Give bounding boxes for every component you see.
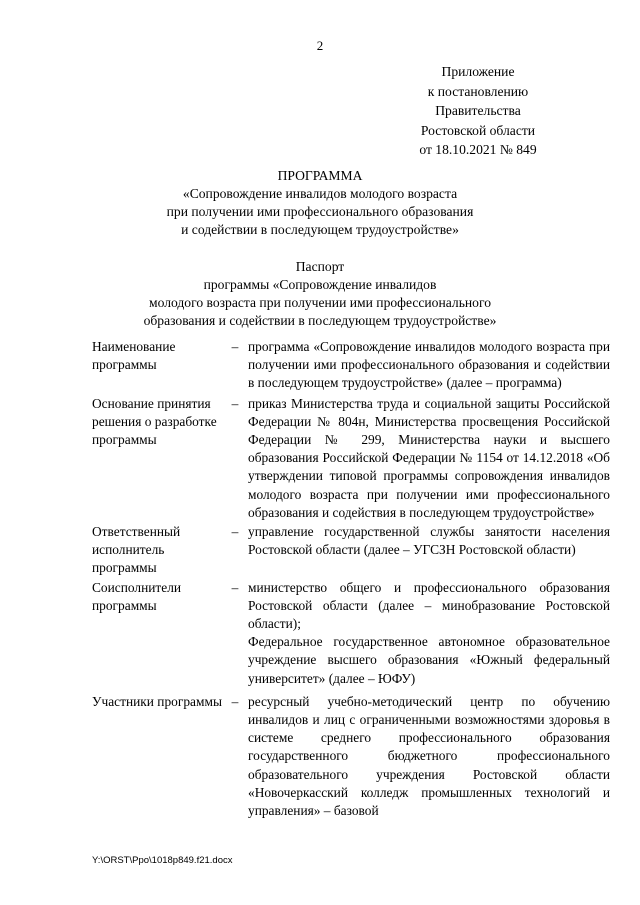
- row-label: Ответственный исполнитель программы: [92, 524, 181, 576]
- row-label: Наименование программы: [92, 339, 176, 373]
- row-dash: –: [231, 339, 239, 354]
- footer-filename: Y:\ORST\Ppo\1018p849.f21.docx: [92, 855, 233, 866]
- appendix-line: Приложение: [441, 64, 515, 79]
- passport-line: молодого возраста при получении ими профессионального: [148, 295, 491, 310]
- title-line: и содействии в последующем трудоустройстве»: [181, 222, 459, 237]
- passport-line: Паспорт: [295, 259, 345, 274]
- passport-row-participants: [92, 693, 610, 820]
- row-dash: –: [231, 693, 239, 709]
- row-value: [248, 523, 610, 559]
- row-value: [248, 338, 610, 393]
- passport-heading: [0, 258, 640, 330]
- passport-row-basis: [92, 395, 610, 522]
- row-paragraph: программа «Сопровождение инвалидов молодого возраста при получении ими профессионального образования и содействии в последующем трудоустройстве» (далее – программа): [248, 339, 610, 391]
- row-paragraph: министерство общего и профессионального образования Ростовской области (далее – минобразование Ростовской области);: [248, 579, 610, 632]
- appendix-date-line: от 18.10.2021 № 849: [419, 142, 537, 158]
- page-number: 2: [316, 38, 324, 53]
- row-dash: –: [231, 395, 239, 411]
- passport-row-name: [92, 338, 610, 393]
- row-paragraph: управление государственной службы занятости населения Ростовской области (далее – УГСЗН Ростовской области): [248, 524, 610, 558]
- title-line: «Сопровождение инвалидов молодого возраста: [182, 186, 458, 201]
- row-value: [248, 579, 610, 688]
- passport-row-coexecutors: [92, 579, 610, 688]
- appendix-line: Ростовской области: [420, 122, 536, 138]
- passport-line: образования и содействии в последующем трудоустройстве»: [143, 313, 497, 328]
- program-title: [0, 167, 640, 239]
- row-label: Участники программы: [92, 693, 222, 709]
- appendix-block: [378, 62, 578, 160]
- passport-row-executor: [92, 523, 610, 578]
- row-paragraph: приказ Министерства труда и социальной защиты Российской Федерации № 804н, Министерства просвещения Российской Федерации № 299, Министерства науки и высшего образования Российской Федерации № 1154 от 14.12.2018 «Об утверждении типовой программы сопровождения инвалидов молодого возраста при получении ими профессионального образования и содействия в последующем трудоустройстве»: [248, 395, 610, 520]
- appendix-line: Правительства: [435, 103, 521, 119]
- row-label: Основание принятия решения о разработке программы: [92, 395, 217, 448]
- title-line: ПРОГРАММА: [277, 168, 363, 183]
- passport-line: программы «Сопровождение инвалидов: [203, 277, 437, 292]
- row-paragraph: ресурсный учебно-методический центр по обучению инвалидов и лиц с ограниченными возможностями здоровья в системе среднего профессионального образования государственного бюджетного профессионального образовательного учреждения Ростовской области «Новочеркасский колледж промышленных технологий и управления» – базовой: [248, 693, 610, 819]
- row-value: [248, 693, 610, 820]
- row-value: [248, 395, 610, 522]
- row-dash: –: [231, 579, 239, 595]
- appendix-line: к постановлению: [427, 83, 529, 99]
- row-label: Соисполнители программы: [92, 579, 182, 613]
- passport-table: [92, 338, 610, 820]
- title-line: при получении ими профессионального образования: [166, 204, 474, 219]
- row-dash: –: [231, 524, 239, 540]
- row-paragraph: Федеральное государственное автономное образовательное учреждение высшего образования «Южный федеральный университет» (далее – ЮФУ): [248, 634, 610, 686]
